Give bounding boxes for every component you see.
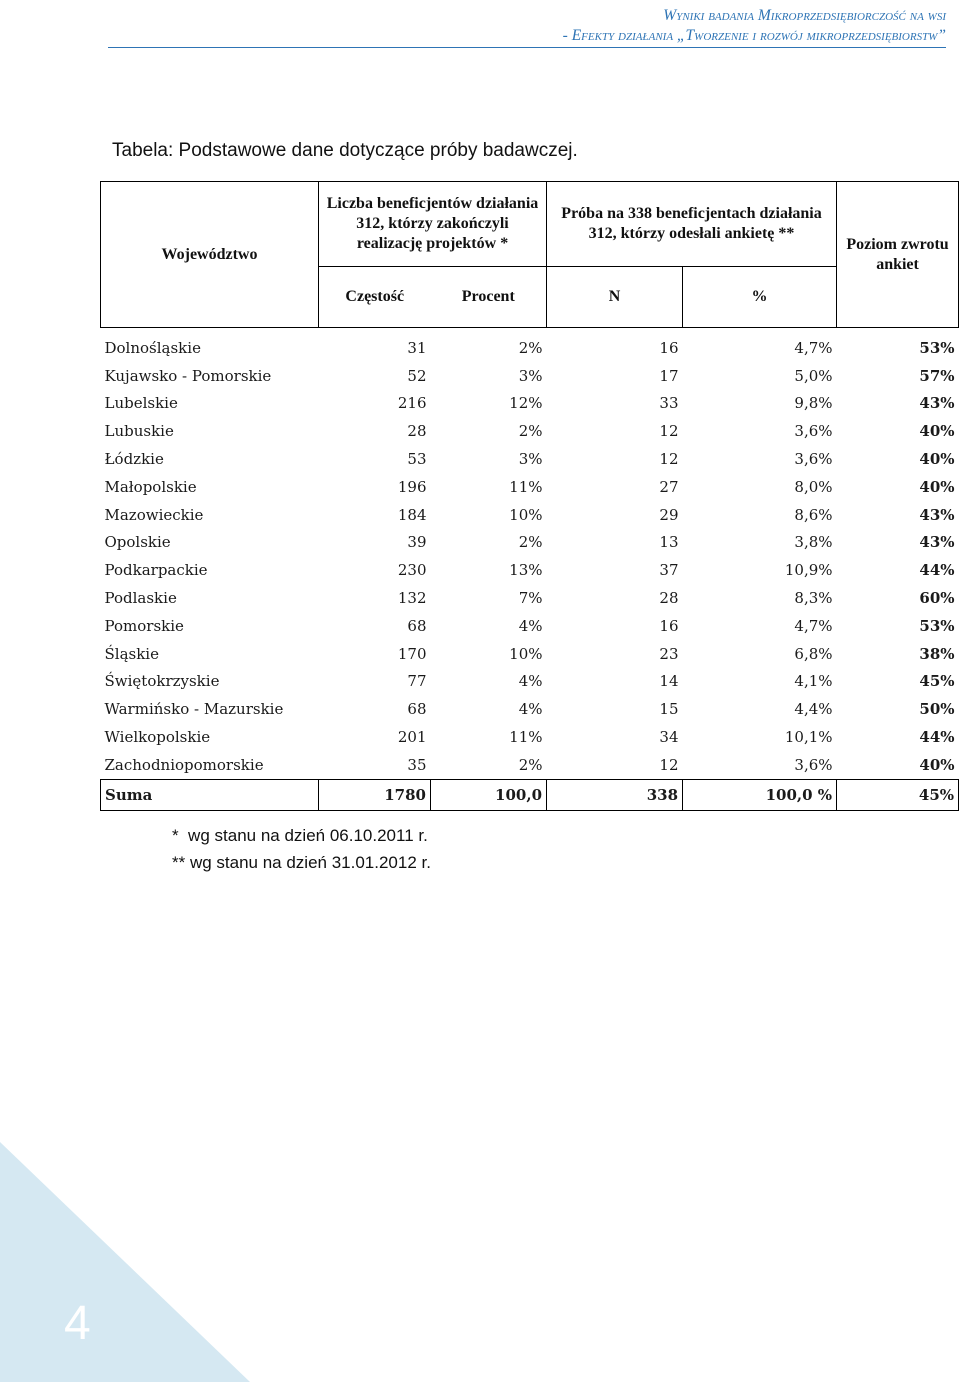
data-table [100, 181, 959, 811]
col-header-proba: Próba na 338 beneficjentach działania 312, którzy odesłali ankietę ** [547, 182, 837, 267]
row-n: 16 [659, 616, 679, 635]
row-n: 27 [659, 477, 679, 496]
running-header [563, 6, 946, 46]
footnote-2: ** wg stanu na dzień 31.01.2012 r. [172, 853, 431, 872]
row-n: 17 [659, 366, 679, 385]
row-poziom: 53% [919, 616, 955, 635]
table-row [101, 417, 959, 445]
row-poziom: 40% [919, 450, 955, 469]
row-procent: 7% [518, 589, 543, 608]
row-procent: 4% [518, 700, 543, 719]
row-pct: 3,8% [794, 533, 833, 552]
row-n: 15 [659, 700, 679, 719]
row-pct: 4,7% [794, 616, 833, 635]
row-procent: 3% [518, 450, 543, 469]
sum-poziom: 45% [837, 779, 959, 810]
row-pct: 8,0% [794, 477, 833, 496]
row-poziom: 44% [919, 561, 955, 580]
row-czestosc: 170 [397, 644, 427, 663]
row-wojewodztwo: Małopolskie [104, 477, 197, 496]
row-wojewodztwo: Mazowieckie [104, 505, 204, 524]
row-wojewodztwo: Świętokrzyskie [104, 672, 220, 691]
row-czestosc: 68 [407, 616, 427, 635]
table-row [101, 556, 959, 584]
row-procent: 11% [509, 728, 543, 747]
row-poziom: 43% [919, 505, 955, 524]
row-n: 12 [659, 755, 679, 774]
row-n: 23 [659, 644, 679, 663]
header-rule [108, 47, 946, 48]
row-poziom: 43% [919, 533, 955, 552]
row-czestosc: 68 [407, 700, 427, 719]
table-row [101, 612, 959, 640]
row-wojewodztwo: Lubuskie [104, 422, 174, 441]
row-wojewodztwo: Łódzkie [104, 450, 164, 469]
row-procent: 13% [509, 561, 543, 580]
row-czestosc: 52 [407, 366, 427, 385]
corner-triangle [0, 1142, 250, 1382]
row-czestosc: 39 [407, 533, 427, 552]
row-n: 28 [659, 589, 679, 608]
row-wojewodztwo: Warmińsko - Mazurskie [104, 700, 284, 719]
row-n: 33 [659, 394, 679, 413]
row-n: 14 [659, 672, 679, 691]
row-czestosc: 230 [397, 561, 427, 580]
table-row [101, 445, 959, 473]
row-czestosc: 196 [397, 477, 427, 496]
subheader-czestosc: Częstość [319, 267, 431, 328]
row-pct: 10,1% [784, 728, 833, 747]
row-czestosc: 31 [407, 338, 427, 357]
table-row [101, 390, 959, 418]
footnotes [172, 822, 431, 876]
row-wojewodztwo: Śląskie [104, 644, 159, 663]
table-caption: Tabela: Podstawowe dane dotyczące próby badawczej. [112, 140, 578, 161]
row-wojewodztwo: Zachodniopomorskie [104, 755, 264, 774]
row-n: 12 [659, 450, 679, 469]
row-wojewodztwo: Dolnośląskie [104, 338, 201, 357]
row-czestosc: 77 [407, 672, 427, 691]
row-pct: 3,6% [794, 422, 833, 441]
row-procent: 2% [518, 422, 543, 441]
sum-label: Suma [101, 779, 319, 810]
col-header-poziom: Poziom zwrotu ankiet [837, 182, 959, 328]
row-wojewodztwo: Podkarpackie [104, 561, 208, 580]
row-n: 37 [659, 561, 679, 580]
row-poziom: 57% [919, 366, 955, 385]
row-procent: 11% [509, 477, 543, 496]
row-procent: 4% [518, 672, 543, 691]
table-row [101, 362, 959, 390]
row-pct: 3,6% [794, 755, 833, 774]
row-poziom: 53% [919, 338, 955, 357]
row-wojewodztwo: Pomorskie [104, 616, 184, 635]
subheader-pct: % [683, 267, 837, 328]
row-poziom: 40% [919, 477, 955, 496]
row-czestosc: 132 [397, 589, 427, 608]
row-procent: 12% [509, 394, 543, 413]
table-row [101, 751, 959, 779]
row-pct: 5,0% [794, 366, 833, 385]
page-number: 4 [64, 1297, 91, 1350]
row-pct: 4,7% [794, 338, 833, 357]
header-line-1: Wyniki badania Mikroprzedsiębiorczość na wsi [663, 7, 946, 24]
row-n: 29 [659, 505, 679, 524]
row-poziom: 38% [919, 644, 955, 663]
footnote-1: * wg stanu na dzień 06.10.2011 r. [172, 826, 428, 845]
row-pct: 3,6% [794, 450, 833, 469]
row-n: 16 [659, 338, 679, 357]
table-row [101, 473, 959, 501]
row-wojewodztwo: Lubelskie [104, 394, 178, 413]
row-procent: 4% [518, 616, 543, 635]
table-row [101, 640, 959, 668]
row-czestosc: 201 [397, 728, 427, 747]
table-row [101, 723, 959, 751]
table-row [101, 501, 959, 529]
row-procent: 3% [518, 366, 543, 385]
row-pct: 10,9% [784, 561, 833, 580]
row-poziom: 43% [919, 394, 955, 413]
sum-n: 338 [547, 779, 683, 810]
row-procent: 2% [518, 755, 543, 774]
subheader-procent: Procent [431, 267, 547, 328]
row-procent: 10% [509, 644, 543, 663]
row-procent: 2% [518, 338, 543, 357]
row-pct: 9,8% [794, 394, 833, 413]
row-wojewodztwo: Wielkopolskie [104, 728, 211, 747]
table-body [101, 328, 959, 780]
sum-czestosc: 1780 [319, 779, 431, 810]
col-header-wojewodztwo: Województwo [101, 182, 319, 328]
row-czestosc: 28 [407, 422, 427, 441]
table-row [101, 328, 959, 362]
row-poziom: 60% [919, 589, 955, 608]
row-procent: 10% [509, 505, 543, 524]
row-n: 13 [659, 533, 679, 552]
row-poziom: 45% [919, 672, 955, 691]
row-czestosc: 35 [407, 755, 427, 774]
row-poziom: 50% [919, 700, 955, 719]
row-wojewodztwo: Podlaskie [104, 589, 177, 608]
row-poziom: 40% [919, 755, 955, 774]
row-wojewodztwo: Opolskie [104, 533, 171, 552]
row-pct: 8,3% [794, 589, 833, 608]
row-pct: 8,6% [794, 505, 833, 524]
sum-pct: 100,0 % [683, 779, 837, 810]
row-n: 34 [659, 728, 679, 747]
sum-procent: 100,0 [431, 779, 547, 810]
row-n: 12 [659, 422, 679, 441]
table-row [101, 584, 959, 612]
row-pct: 6,8% [794, 644, 833, 663]
row-poziom: 44% [919, 728, 955, 747]
subheader-n: N [547, 267, 683, 328]
row-czestosc: 216 [397, 394, 427, 413]
row-czestosc: 53 [407, 450, 427, 469]
row-procent: 2% [518, 533, 543, 552]
col-header-liczba: Liczba beneficjentów działania 312, którzy zakończyli realizację projektów * [319, 182, 547, 267]
row-wojewodztwo: Kujawsko - Pomorskie [104, 366, 272, 385]
table-row [101, 668, 959, 696]
sum-row [101, 779, 959, 810]
row-pct: 4,4% [794, 700, 833, 719]
table-row [101, 695, 959, 723]
table-row [101, 529, 959, 557]
row-poziom: 40% [919, 422, 955, 441]
row-czestosc: 184 [397, 505, 427, 524]
table-sum [101, 779, 959, 810]
header-line-2: - Efekty działania „Tworzenie i rozwój mikroprzedsiębiorstw” [562, 27, 946, 44]
row-pct: 4,1% [794, 672, 833, 691]
